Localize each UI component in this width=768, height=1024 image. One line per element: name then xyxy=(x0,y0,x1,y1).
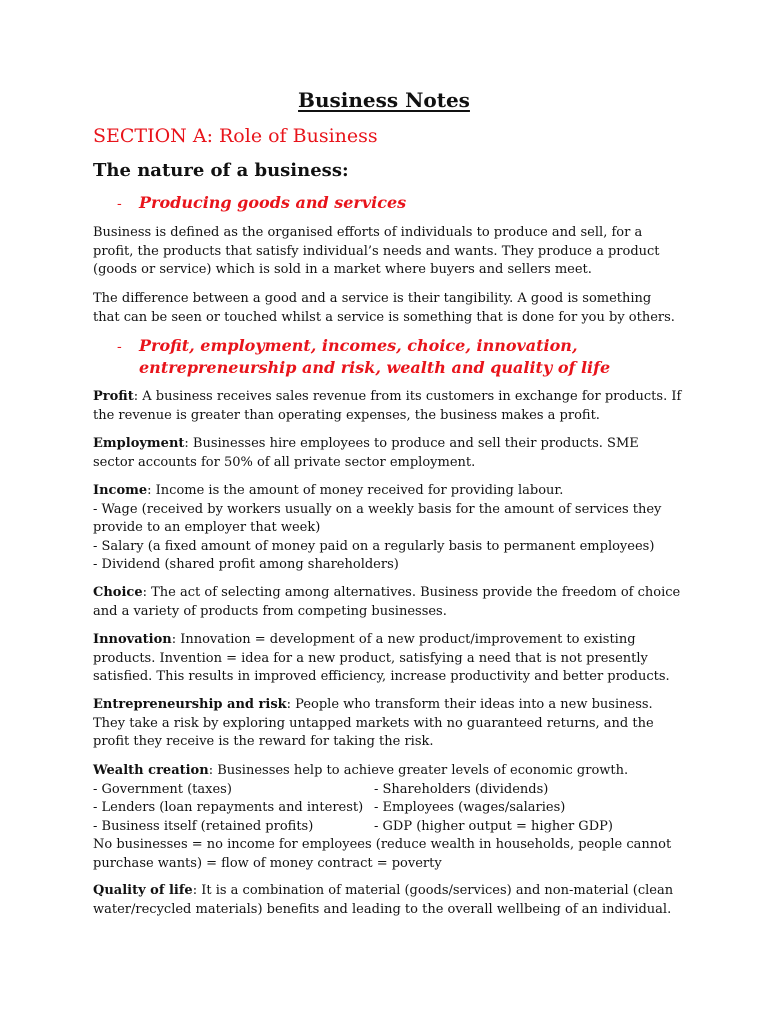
text-line xyxy=(93,882,693,901)
term-quality-of-life: Quality of life xyxy=(93,883,193,898)
paragraph-innovation xyxy=(93,631,693,687)
text-line: The difference between a good and a service is their tangibility. A good is something xyxy=(93,291,652,306)
paragraph-profit xyxy=(93,388,693,425)
text-line xyxy=(93,631,693,650)
paragraph-good-vs-service xyxy=(93,290,693,327)
section-heading: SECTION A: Role of Business xyxy=(93,125,378,147)
document-title: Business Notes xyxy=(298,88,470,112)
wealth-left: - Government (taxes) xyxy=(93,781,232,797)
paragraph-quality-of-life xyxy=(93,882,693,919)
text-line: the revenue is greater than operating expenses, the business makes a profit. xyxy=(93,407,600,423)
bullet-marker: - xyxy=(117,196,122,212)
wealth-row xyxy=(93,799,693,818)
bullet-line: Profit, employment, incomes, choice, innovation, xyxy=(139,336,578,355)
wealth-right: - GDP (higher output = higher GDP) xyxy=(374,818,613,834)
text-line: profit, the products that satisfy individual’s needs and wants. They produce a product xyxy=(93,243,660,259)
term-choice: Choice xyxy=(93,585,143,600)
subheading: The nature of a business: xyxy=(93,160,349,181)
definition-text: : Businesses help to achieve greater levels of economic growth. xyxy=(208,763,629,778)
text-line: They take a risk by exploring untapped markets with no guaranteed returns, and the xyxy=(93,715,654,731)
definition-text: : People who transform their ideas into a new business. xyxy=(286,697,653,712)
bullet-line: Producing goods and services xyxy=(139,193,407,212)
wealth-right: - Shareholders (dividends) xyxy=(374,781,549,797)
paragraph-wealth-creation xyxy=(93,762,693,873)
wealth-right: - Employees (wages/salaries) xyxy=(374,800,566,815)
wealth-left: - Business itself (retained profits) xyxy=(93,818,314,834)
definition-text: : A business receives sales revenue from its customers in exchange for products. If xyxy=(133,389,682,404)
paragraph-income xyxy=(93,482,693,575)
definition-text: : Businesses hire employees to produce and sell their products. SME xyxy=(184,436,639,451)
text-line xyxy=(93,762,693,781)
wealth-row xyxy=(93,818,693,837)
term-profit: Profit xyxy=(93,389,134,404)
text-line: satisfied. This results in improved efficiency, increase productivity and better products. xyxy=(93,669,670,684)
wealth-left: - Lenders (loan repayments and interest) xyxy=(93,800,364,815)
term-innovation: Innovation xyxy=(93,632,172,647)
text-line: that can be seen or touched whilst a service is something that is done for you by others. xyxy=(93,309,675,325)
text-line: - Salary (a fixed amount of money paid on a regularly basis to permanent employees) xyxy=(93,538,655,554)
text-line: and a variety of products from competing businesses. xyxy=(93,603,447,619)
text-line: Business is defined as the organised efforts of individuals to produce and sell, for a xyxy=(93,225,643,240)
definition-text: : It is a combination of material (goods/services) and non-material (clean xyxy=(192,883,674,898)
paragraph-choice xyxy=(93,584,693,621)
text-line: - Wage (received by workers usually on a weekly basis for the amount of services they xyxy=(93,501,662,517)
text-line: - Dividend (shared profit among shareholders) xyxy=(93,557,399,572)
text-line: sector accounts for 50% of all private sector employment. xyxy=(93,454,476,470)
paragraph-employment xyxy=(93,435,693,472)
text-line xyxy=(93,584,693,603)
text-line: purchase wants) = flow of money contract = poverty xyxy=(93,855,442,871)
term-income: Income xyxy=(93,483,148,498)
paragraph-entrepreneurship xyxy=(93,696,693,752)
text-line: No businesses = no income for employees (reduce wealth in households, people cannot xyxy=(93,837,672,852)
term-employment: Employment xyxy=(93,436,185,451)
text-line xyxy=(93,696,693,715)
text-line: products. Invention = idea for a new product, satisfying a need that is not presently xyxy=(93,650,648,666)
definition-text: : Income is the amount of money received for providing labour. xyxy=(147,483,564,498)
text-line: (goods or service) which is sold in a market where buyers and sellers meet. xyxy=(93,262,592,277)
term-entrepreneurship: Entrepreneurship and risk xyxy=(93,697,287,712)
text-line: provide to an employer that week) xyxy=(93,520,321,535)
definition-text: : The act of selecting among alternatives. Business provide the freedom of choice xyxy=(142,585,681,600)
wealth-row xyxy=(93,781,693,800)
bullet-line: entrepreneurship and risk, wealth and quality of life xyxy=(139,358,611,377)
bullet-marker: - xyxy=(117,339,122,355)
text-line: profit they receive is the reward for taking the risk. xyxy=(93,734,434,749)
bullet-goods-services xyxy=(139,192,406,214)
text-line: water/recycled materials) benefits and leading to the overall wellbeing of an individual. xyxy=(93,901,672,917)
term-wealth-creation: Wealth creation xyxy=(93,763,209,778)
text-line xyxy=(93,482,693,501)
text-line xyxy=(93,388,693,407)
paragraph-business-definition xyxy=(93,224,693,280)
definition-text: : Innovation = development of a new product/improvement to existing xyxy=(171,632,636,647)
bullet-role-topics xyxy=(139,335,610,379)
text-line xyxy=(93,435,693,454)
